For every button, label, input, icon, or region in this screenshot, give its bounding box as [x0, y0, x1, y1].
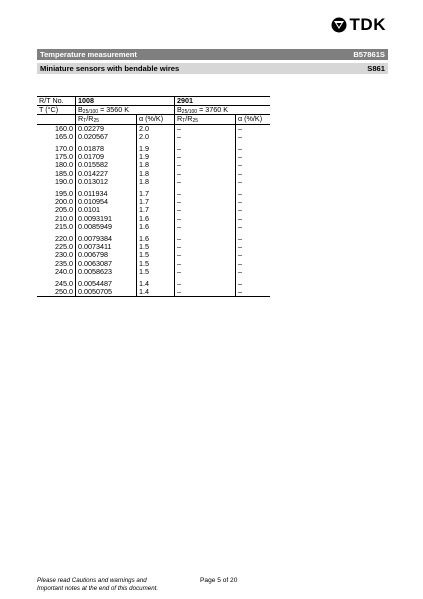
- col2-b-value: = 3760 K: [197, 105, 229, 115]
- col1-r-header: [76, 115, 137, 124]
- tdk-logo-icon: [331, 17, 347, 33]
- resistance-ratio-cell: 0.02279: [76, 124, 137, 133]
- table-row: [37, 133, 270, 141]
- resistance-ratio-cell: 0.0101: [76, 206, 137, 214]
- col2-resistance-ratio-cell: –: [175, 170, 236, 178]
- tdk-logo: [331, 17, 386, 33]
- temperature-cell: 175.0: [55, 152, 73, 162]
- temperature-cell: 180.0: [55, 160, 73, 170]
- r-prefix: R: [78, 114, 84, 124]
- r-sub: T: [182, 118, 186, 125]
- alpha-cell: 1.9: [137, 145, 175, 153]
- alpha-cell: 1.6: [137, 223, 175, 231]
- temp-label: T (°C): [37, 106, 76, 115]
- b-prefix: B: [78, 105, 83, 115]
- col2-alpha-cell: –: [236, 268, 271, 276]
- col2-alpha-cell: –: [236, 260, 271, 268]
- r-sub: 25: [93, 118, 100, 125]
- footer-note: [37, 577, 158, 592]
- rt-no-label: R/T No.: [37, 97, 76, 106]
- col2-resistance-ratio-cell: –: [175, 215, 236, 223]
- col2-resistance-ratio-cell: –: [175, 260, 236, 268]
- alpha-cell: 1.9: [137, 153, 175, 161]
- col2-alpha-cell: –: [236, 161, 271, 169]
- temperature-cell: 190.0: [55, 176, 73, 186]
- alpha-cell: 1.8: [137, 161, 175, 169]
- logo-text: TDK: [349, 15, 386, 34]
- col2-alpha-cell: –: [236, 235, 271, 243]
- alpha-cell: 2.0: [137, 124, 175, 133]
- alpha-cell: 1.8: [137, 170, 175, 178]
- r-sub: 25: [192, 118, 199, 125]
- col2-resistance-ratio-cell: –: [175, 235, 236, 243]
- resistance-ratio-cell: 0.0054487: [76, 280, 137, 288]
- r-prefix: R: [177, 114, 183, 124]
- col1-b-value: = 3560 K: [98, 105, 130, 115]
- alpha-cell: 2.0: [137, 133, 175, 141]
- alpha-cell: 1.7: [137, 206, 175, 214]
- resistance-ratio-cell: 0.015582: [76, 161, 137, 169]
- col2-alpha-header: α (%/K): [236, 115, 271, 124]
- alpha-cell: 1.5: [137, 251, 175, 259]
- col2-number: 2901: [175, 97, 271, 106]
- col1-alpha-header: α (%/K): [137, 115, 175, 124]
- col2-alpha-cell: –: [236, 280, 271, 288]
- temperature-cell: 220.0: [55, 234, 73, 244]
- col2-alpha-cell: –: [236, 190, 271, 198]
- col2-alpha-cell: –: [236, 178, 271, 186]
- r-sub: T: [83, 118, 87, 125]
- resistance-ratio-cell: 0.0063087: [76, 260, 137, 268]
- col2-r-header: [175, 115, 236, 124]
- temperature-cell: 230.0: [55, 250, 73, 260]
- page-title: Temperature measurement: [40, 50, 137, 59]
- table-row: [37, 288, 270, 297]
- alpha-cell: 1.4: [137, 280, 175, 288]
- alpha-cell: 1.6: [137, 235, 175, 243]
- b-sub: 25/100: [181, 109, 198, 116]
- resistance-ratio-cell: 0.0058623: [76, 268, 137, 276]
- temperature-cell: 250.0: [37, 288, 76, 297]
- resistance-ratio-cell: 0.0079384: [76, 235, 137, 243]
- col2-resistance-ratio-cell: –: [175, 288, 236, 297]
- table-row: [37, 178, 270, 186]
- alpha-cell: 1.4: [137, 288, 175, 297]
- alpha-cell: 1.7: [137, 190, 175, 198]
- resistance-ratio-cell: 0.0093191: [76, 215, 137, 223]
- table-row: [37, 223, 270, 231]
- temperature-cell: 240.0: [55, 266, 73, 276]
- footer-line-1: Please read Cautions and warnings and: [37, 577, 147, 584]
- col2-resistance-ratio-cell: –: [175, 198, 236, 206]
- col2-resistance-ratio-cell: –: [175, 280, 236, 288]
- temperature-cell: 215.0: [55, 221, 73, 231]
- resistance-ratio-cell: 0.006798: [76, 251, 137, 259]
- col2-resistance-ratio-cell: –: [175, 206, 236, 214]
- temperature-cell: 160.0: [55, 123, 73, 133]
- col2-resistance-ratio-cell: –: [175, 223, 236, 231]
- temperature-cell: 245.0: [55, 279, 73, 289]
- r-slash: /R: [185, 114, 193, 124]
- alpha-cell: 1.6: [137, 215, 175, 223]
- resistance-ratio-cell: 0.011934: [76, 190, 137, 198]
- col2-alpha-cell: –: [236, 198, 271, 206]
- col2-alpha-cell: –: [236, 124, 271, 133]
- table-row: [37, 268, 270, 276]
- footer-line-2: Important notes at the end of this document.: [37, 584, 159, 592]
- col2-resistance-ratio-cell: –: [175, 161, 236, 169]
- col2-alpha-cell: –: [236, 170, 271, 178]
- resistance-ratio-cell: 0.01709: [76, 153, 137, 161]
- col2-alpha-cell: –: [236, 288, 271, 297]
- col2-resistance-ratio-cell: –: [175, 145, 236, 153]
- col2-alpha-cell: –: [236, 133, 271, 141]
- table-row: [37, 115, 270, 124]
- temperature-cell: 210.0: [55, 213, 73, 223]
- col2-resistance-ratio-cell: –: [175, 124, 236, 133]
- temperature-cell: 200.0: [55, 197, 73, 207]
- col2-alpha-cell: –: [236, 153, 271, 161]
- r-slash: /R: [86, 114, 94, 124]
- temperature-cell: 185.0: [55, 168, 73, 178]
- part-number: B57861S: [353, 50, 385, 59]
- col2-alpha-cell: –: [236, 206, 271, 214]
- alpha-cell: 1.5: [137, 268, 175, 276]
- resistance-ratio-cell: 0.0073411: [76, 243, 137, 251]
- col2-alpha-cell: –: [236, 243, 271, 251]
- resistance-ratio-cell: 0.0085949: [76, 223, 137, 231]
- page-number: Page 5 of 20: [200, 577, 238, 584]
- resistance-ratio-cell: 0.010954: [76, 198, 137, 206]
- table-row: [37, 97, 270, 106]
- subtitle-bar: [37, 63, 388, 74]
- temperature-cell: 170.0: [55, 144, 73, 154]
- col2-alpha-cell: –: [236, 251, 271, 259]
- rt-table: [37, 96, 270, 297]
- alpha-cell: 1.7: [137, 198, 175, 206]
- series-code: S861: [367, 64, 385, 73]
- col2-resistance-ratio-cell: –: [175, 178, 236, 186]
- b-sub: 25/100: [82, 109, 99, 116]
- temperature-cell: 205.0: [55, 205, 73, 215]
- resistance-ratio-cell: 0.01878: [76, 145, 137, 153]
- page-subtitle: Miniature sensors with bendable wires: [40, 64, 180, 73]
- resistance-ratio-cell: 0.0050705: [76, 288, 137, 297]
- alpha-cell: 1.5: [137, 243, 175, 251]
- b-prefix: B: [177, 105, 182, 115]
- temperature-cell: 195.0: [55, 189, 73, 199]
- col2-resistance-ratio-cell: –: [175, 268, 236, 276]
- col2-alpha-cell: –: [236, 223, 271, 231]
- col1-number: 1008: [76, 97, 175, 106]
- col2-resistance-ratio-cell: –: [175, 153, 236, 161]
- resistance-ratio-cell: 0.020567: [76, 133, 137, 141]
- temperature-cell: 225.0: [55, 242, 73, 252]
- col2-alpha-cell: –: [236, 215, 271, 223]
- col2-resistance-ratio-cell: –: [175, 133, 236, 141]
- col2-resistance-ratio-cell: –: [175, 243, 236, 251]
- resistance-ratio-cell: 0.014227: [76, 170, 137, 178]
- col2-alpha-cell: –: [236, 145, 271, 153]
- resistance-ratio-cell: 0.013012: [76, 178, 137, 186]
- alpha-cell: 1.5: [137, 260, 175, 268]
- col2-resistance-ratio-cell: –: [175, 190, 236, 198]
- temperature-cell: 165.0: [55, 131, 73, 141]
- temperature-cell: 235.0: [55, 258, 73, 268]
- alpha-cell: 1.8: [137, 178, 175, 186]
- title-bar: [37, 49, 388, 60]
- col2-resistance-ratio-cell: –: [175, 251, 236, 259]
